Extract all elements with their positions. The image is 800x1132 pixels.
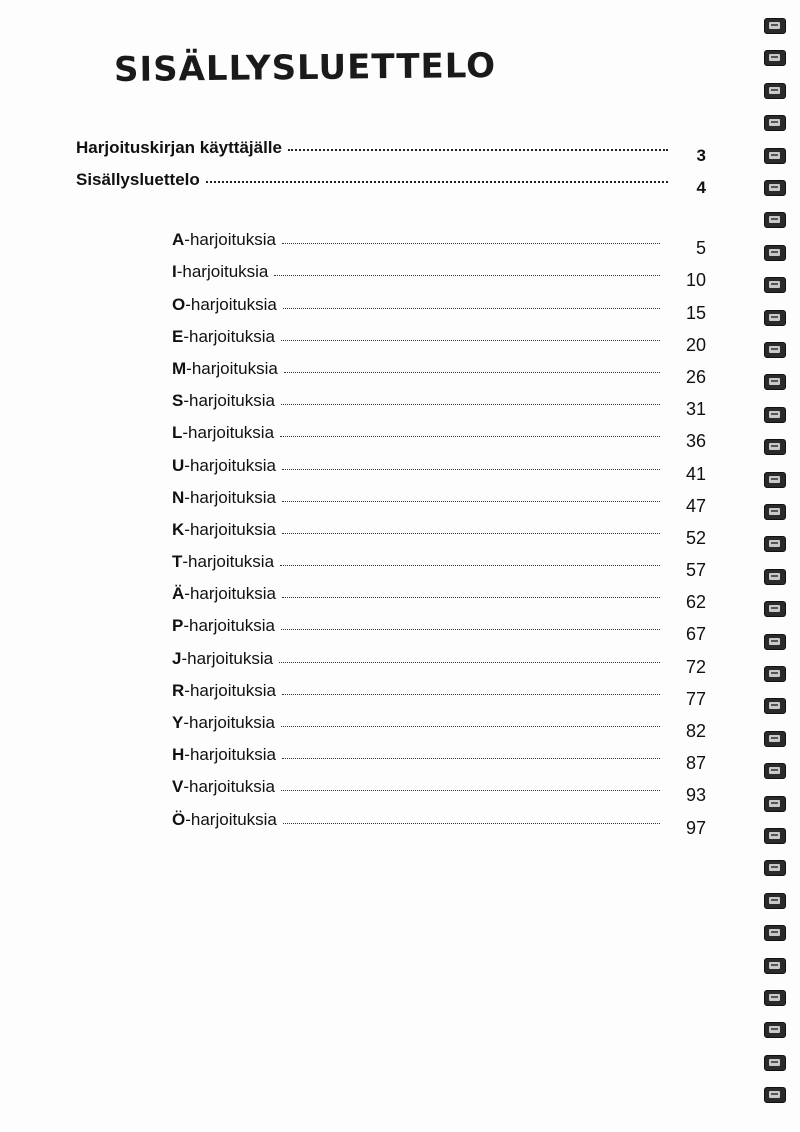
- spiral-coil-icon: [764, 860, 786, 876]
- toc-entry-letter: M: [172, 358, 187, 378]
- dot-leader: [281, 726, 660, 727]
- toc-entry-page: 15: [685, 302, 706, 323]
- toc-entry-label: -harjoituksia: [184, 487, 276, 507]
- spiral-coil-icon: [764, 536, 786, 552]
- toc-sub-entry: [172, 701, 706, 741]
- dot-leader: [281, 790, 660, 791]
- toc-entry-letter: J: [172, 648, 182, 668]
- dot-leader: [284, 372, 660, 373]
- toc-entry-page: 26: [685, 366, 706, 387]
- dot-leader: [282, 469, 660, 470]
- spiral-coil-icon: [764, 601, 786, 617]
- spiral-coil-icon: [764, 472, 786, 488]
- toc-entry-label: -harjoituksia: [184, 519, 276, 539]
- spiral-coil-icon: [764, 342, 786, 358]
- spiral-coil-icon: [764, 698, 786, 714]
- toc-sub-entry: [172, 218, 706, 259]
- toc-entry-letter: O: [172, 294, 186, 314]
- toc-entry-letter: P: [172, 616, 184, 636]
- spiral-coil-icon: [764, 893, 786, 909]
- toc-entry-label: -harjoituksia: [183, 713, 275, 732]
- toc-entry-letter: K: [172, 519, 185, 539]
- toc-entry-page: 36: [685, 431, 706, 452]
- dot-leader: [283, 823, 660, 824]
- toc-entry-page: 87: [685, 753, 706, 774]
- spiral-coil-icon: [764, 504, 786, 520]
- toc-entry-page: 4: [696, 178, 706, 197]
- toc-entry-label: -harjoituksia: [184, 230, 276, 250]
- toc-entry-label: -harjoituksia: [184, 455, 276, 475]
- toc-entry-letter: U: [172, 455, 185, 475]
- toc-sub-entry: [172, 572, 706, 613]
- dot-leader: [282, 501, 660, 502]
- spiral-binding-icon: [764, 18, 790, 1118]
- toc-sub-entry: [172, 669, 706, 709]
- toc-entry-letter: I: [172, 262, 177, 282]
- toc-entry-label: -harjoituksia: [183, 777, 275, 797]
- toc-entry-label: -harjoituksia: [185, 294, 277, 314]
- spiral-coil-icon: [764, 796, 786, 812]
- spiral-coil-icon: [764, 731, 786, 747]
- toc-entry-label: Harjoituskirjan käyttäjälle: [76, 138, 282, 157]
- toc-entry-page: 31: [685, 399, 706, 420]
- toc-sub-entry: [172, 379, 706, 420]
- dot-leader: [281, 404, 660, 405]
- toc-sub-section: [172, 218, 706, 838]
- toc-entry-page: 62: [685, 592, 706, 613]
- spiral-coil-icon: [764, 925, 786, 941]
- toc-main-entry: [76, 126, 706, 165]
- spiral-coil-icon: [764, 50, 786, 66]
- toc-sub-entry: [172, 604, 706, 645]
- toc-sub-entry: [172, 315, 706, 355]
- toc-entry-label: -harjoituksia: [184, 584, 276, 604]
- toc-sub-entry: [172, 636, 706, 677]
- toc-entry-label: -harjoituksia: [185, 809, 277, 829]
- dot-leader: [281, 629, 660, 630]
- spiral-coil-icon: [764, 310, 786, 326]
- toc-entry-letter: V: [172, 777, 184, 797]
- toc-sub-entry: [172, 797, 706, 838]
- dot-leader: [279, 662, 660, 663]
- toc-entry-page: 77: [685, 688, 706, 709]
- dot-leader: [283, 308, 660, 309]
- toc-sub-entry: [172, 508, 706, 548]
- toc-entry-page: 97: [685, 817, 706, 838]
- toc-entry-letter: E: [172, 326, 184, 346]
- toc-entry-page: 20: [685, 334, 706, 355]
- toc-entry-label: -harjoituksia: [182, 423, 275, 443]
- toc-entry-label: -harjoituksia: [182, 552, 275, 572]
- spiral-coil-icon: [764, 245, 786, 261]
- toc-entry-label: -harjoituksia: [186, 358, 278, 378]
- toc-entry-page: 47: [685, 495, 706, 516]
- toc-entry-label: -harjoituksia: [183, 326, 275, 346]
- toc-sub-entry: [172, 443, 706, 484]
- toc-entry-page: 57: [685, 560, 706, 581]
- spiral-coil-icon: [764, 763, 786, 779]
- spiral-coil-icon: [764, 1055, 786, 1071]
- spiral-coil-icon: [764, 990, 786, 1006]
- toc-entry-label: -harjoituksia: [176, 262, 269, 282]
- toc-entry-letter: A: [172, 230, 185, 250]
- toc-entry-letter: S: [172, 391, 184, 411]
- dot-leader: [281, 340, 660, 341]
- spiral-coil-icon: [764, 277, 786, 293]
- spiral-coil-icon: [764, 18, 786, 34]
- spiral-coil-icon: [764, 180, 786, 196]
- toc-entry-label: -harjoituksia: [181, 648, 274, 668]
- toc-sub-entry: [172, 250, 706, 291]
- toc-entry-page: 10: [685, 270, 706, 291]
- spiral-coil-icon: [764, 634, 786, 650]
- toc-sub-entry: [172, 347, 706, 387]
- toc-entry-letter: R: [172, 680, 185, 700]
- dot-leader: [282, 533, 660, 534]
- spiral-coil-icon: [764, 958, 786, 974]
- spiral-coil-icon: [764, 148, 786, 164]
- toc-entry-letter: Y: [172, 713, 184, 732]
- toc-entry-label: Sisällysluettelo: [76, 170, 200, 189]
- spiral-coil-icon: [764, 666, 786, 682]
- toc-entry-label: -harjoituksia: [183, 616, 275, 636]
- spiral-coil-icon: [764, 115, 786, 131]
- spiral-coil-icon: [764, 439, 786, 455]
- toc-sub-entry: [172, 476, 706, 516]
- toc-entry-label: -harjoituksia: [184, 680, 276, 700]
- spiral-coil-icon: [764, 374, 786, 390]
- dot-leader: [280, 436, 660, 437]
- toc-entry-page: 93: [685, 785, 706, 806]
- spiral-coil-icon: [764, 569, 786, 585]
- toc-sub-entry: [172, 733, 706, 774]
- toc-entry-letter: Ä: [172, 584, 185, 604]
- toc-entry-letter: T: [172, 552, 183, 572]
- toc-entry-page: 41: [685, 463, 706, 484]
- dot-leader: [282, 597, 660, 598]
- toc-entry-page: 3: [696, 146, 706, 165]
- spiral-coil-icon: [764, 407, 786, 423]
- toc-entry-page: 82: [685, 721, 706, 741]
- toc-sub-entry: [172, 411, 706, 452]
- spiral-coil-icon: [764, 1087, 786, 1103]
- toc-entry-page: 67: [685, 624, 706, 645]
- dot-leader: [206, 181, 668, 183]
- toc-sub-entry: [172, 282, 706, 323]
- toc-entry-page: 5: [695, 238, 706, 259]
- toc-entry-letter: L: [172, 423, 183, 443]
- toc-sub-entry: [172, 765, 706, 806]
- page-title: SISÄLLYSLUETTELO: [113, 45, 497, 90]
- dot-leader: [280, 565, 660, 566]
- toc-entry-label: -harjoituksia: [184, 745, 276, 765]
- spiral-coil-icon: [764, 828, 786, 844]
- toc-entry-letter: N: [172, 487, 185, 507]
- dot-leader: [282, 758, 660, 759]
- dot-leader: [282, 694, 660, 695]
- dot-leader: [282, 243, 660, 244]
- toc-entry-label: -harjoituksia: [183, 391, 275, 411]
- spiral-coil-icon: [764, 83, 786, 99]
- toc-main-entry: [76, 158, 706, 197]
- toc-entry-page: 52: [685, 527, 706, 548]
- toc-entry-letter: Ö: [172, 809, 186, 829]
- toc-main-section: [76, 126, 706, 197]
- spiral-coil-icon: [764, 212, 786, 228]
- dot-leader: [288, 149, 668, 151]
- dot-leader: [274, 275, 660, 276]
- toc-entry-page: 72: [685, 656, 706, 677]
- spiral-coil-icon: [764, 1022, 786, 1038]
- toc-sub-entry: [172, 540, 706, 581]
- toc-entry-letter: H: [172, 745, 185, 765]
